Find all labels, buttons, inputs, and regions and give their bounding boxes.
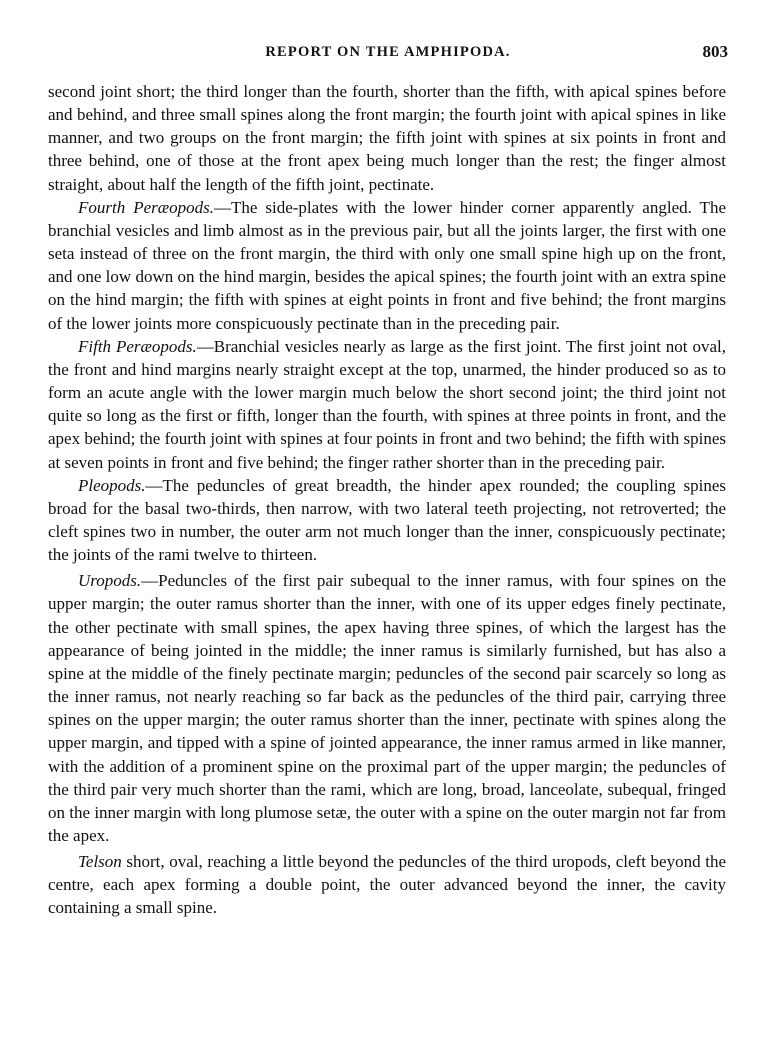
paragraph-third-peraeopods-continued — [48, 80, 726, 196]
paragraph-text: second joint short; the third longer than the fourth, shorter than the fifth, with apical spines before and behind, and three small spines along the front margin; the fourth joint with apical spines in like manner, and two groups on the front margin; the fifth joint with spines at six points in front and three behind, one of those at the front apex being much longer than the rest; the finger almost straight, about half the length of the fifth joint, pectinate. — [48, 82, 726, 194]
section-label: Fifth Peræopods. — [78, 336, 197, 356]
paragraph-text: —The peduncles of great breadth, the hinder apex rounded; the coupling spines broad for the basal two-thirds, then narrow, with two lateral teeth projecting, not retroverted; the cleft spines two in number, the outer arm not much longer than the inner, conspicuously pectinate; the joints of the rami twelve to thirteen. — [48, 475, 726, 565]
paragraph-fifth-peraeopods — [48, 335, 726, 474]
running-title: REPORT ON THE AMPHIPODA. — [265, 44, 511, 60]
body-text — [48, 80, 726, 920]
paragraph-pleopods — [48, 474, 726, 567]
section-label: Telson — [78, 852, 122, 872]
paragraph-telson — [48, 850, 726, 919]
section-label: Uropods. — [78, 571, 142, 591]
section-label: Fourth Peræopods. — [78, 197, 214, 217]
running-head — [48, 40, 728, 64]
paragraph-text: short, oval, reaching a little beyond the peduncles of the third uropods, cleft beyond the centre, each apex forming a double point, the outer advanced beyond the inner, the cavity containing a small spine. — [48, 852, 726, 918]
paragraph-text: —Branchial vesicles nearly as large as the first joint. The first joint not oval, the front and hind margins nearly straight except at the top, unarmed, the hinder produced so as to form an acute angle with the lower margin much below the short second joint; the third joint not quite so long as the first or fifth, longer than the fourth, with spines at three points in front, and the apex behind; the fourth joint with spines at four points in front and two behind; the fifth with spines at seven points in front and five behind; the finger rather shorter than in the preceding pair. — [48, 336, 727, 472]
paragraph-text: —The side-plates with the lower hinder corner apparently angled. The branchial vesicles and limb almost as in the previous pair, but all the joints larger, the first with one seta instead of three on the front margin, the third with only one small spine high up on the front, and one low down on the hind margin, besides the apical spines; the fourth joint with an extra spine on the hind margin; the fifth with spines at eight points in front and five behind; the front margins of the lower joints more conspicuously pectinate than in the preceding pair. — [48, 197, 726, 333]
paragraph-text: —Peduncles of the first pair subequal to the inner ramus, with four spines on the upper margin; the outer ramus shorter than the inner, with one of its upper edges finely pectinate, the other pectinate with small spines, the apex having three spines, of which the largest has the appearance of being jointed in the middle; the inner ramus is similarly furnished, but has also a spine at the middle of the finely pectinate margin; peduncles of the second pair scarcely so long as the inner ramus, not nearly reaching so far back as the peduncles of the third pair, carrying three spines on the upper margin; the outer ramus shorter than the inner, pectinate with spines along the upper margin, and tipped with a spine of jointed appearance, the inner ramus armed in like manner, with the addition of a prominent spine on the proximal part of the upper margin; the peduncles of the third pair very much shorter than the rami, which are long, broad, lanceolate, subequal, fringed on the inner margin with long plumose setæ, the outer with a spine on the outer margin not far from the apex. — [48, 571, 726, 845]
section-label: Pleopods. — [78, 475, 146, 495]
paragraph-fourth-peraeopods — [48, 196, 726, 335]
page-number: 803 — [702, 42, 728, 61]
paragraph-uropods — [48, 569, 726, 847]
